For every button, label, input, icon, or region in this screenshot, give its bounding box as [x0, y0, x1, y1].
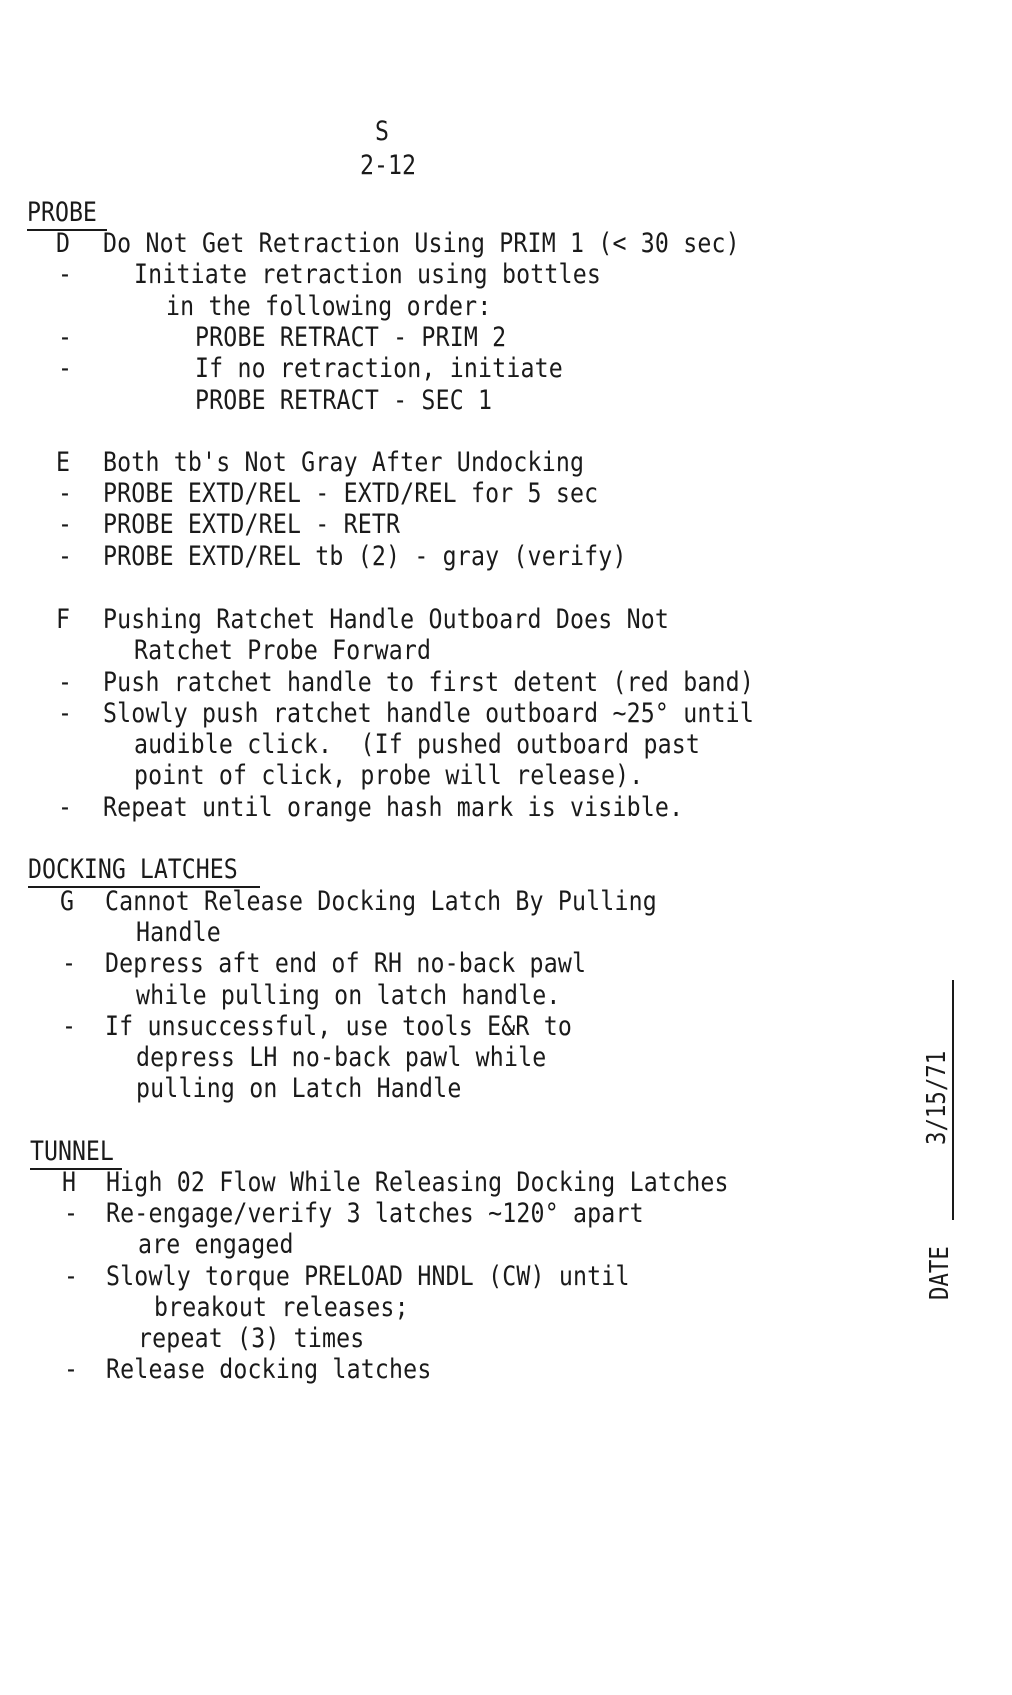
item-e-line-1: PROBE EXTD/REL - EXTD/REL for 5 sec	[103, 478, 599, 509]
section-letter: S	[375, 116, 389, 147]
item-f-bullet-1: -	[58, 667, 73, 698]
item-f-line-2: Slowly push ratchet handle outboard ~25° until	[103, 698, 754, 729]
page-number: 2-12	[360, 150, 416, 181]
item-g-line-2: while pulling on latch handle.	[136, 980, 561, 1011]
item-f-line-5: Repeat until orange hash mark is visible.	[103, 792, 684, 823]
item-d-letter: D	[56, 228, 71, 259]
item-f-bullet-2: -	[58, 698, 73, 729]
docking-latches-heading: DOCKING LATCHES	[28, 854, 238, 885]
item-h-line-2: are engaged	[138, 1229, 294, 1260]
item-e-bullet-1: -	[58, 478, 73, 509]
item-g-line-3: If unsuccessful, use tools E&R to	[105, 1011, 573, 1042]
item-e-letter: E	[56, 447, 71, 478]
item-d-bullet-3: -	[58, 322, 73, 353]
item-d-title: Do Not Get Retraction Using PRIM 1 (< 30 sec)	[103, 228, 740, 259]
date-label: DATE	[925, 1246, 955, 1300]
item-h-line-6: Release docking latches	[106, 1354, 432, 1385]
item-e-line-3: PROBE EXTD/REL tb (2) - gray (verify)	[103, 541, 627, 572]
item-d-line-1: Initiate retraction using bottles	[134, 259, 602, 290]
item-h-bullet-1: -	[64, 1198, 79, 1229]
item-h-bullet-6: -	[64, 1354, 79, 1385]
item-e-bullet-2: -	[58, 509, 73, 540]
item-g-title-cont: Handle	[136, 917, 221, 948]
item-g-bullet-3: -	[62, 1011, 77, 1042]
date-stamp	[920, 870, 960, 1300]
item-g-line-4: depress LH no-back pawl while	[136, 1042, 547, 1073]
item-h-bullet-3: -	[64, 1261, 79, 1292]
item-d-line-4: If no retraction, initiate	[195, 353, 563, 384]
item-e-line-2: PROBE EXTD/REL - RETR	[103, 509, 401, 540]
tunnel-heading: TUNNEL	[30, 1136, 114, 1167]
item-h-line-3: Slowly torque PRELOAD HNDL (CW) until	[106, 1261, 630, 1292]
item-g-line-5: pulling on Latch Handle	[136, 1073, 462, 1104]
date-underline	[952, 980, 954, 1220]
item-g-line-1: Depress aft end of RH no-back pawl	[105, 948, 587, 979]
item-h-title: High 02 Flow While Releasing Docking Latches	[106, 1167, 729, 1198]
item-h-line-4: breakout releases;	[154, 1292, 409, 1323]
item-h-line-5: repeat (3) times	[138, 1323, 365, 1354]
item-f-bullet-5: -	[58, 792, 73, 823]
item-d-bullet-1: -	[58, 259, 73, 290]
date-value: 3/15/71	[922, 1050, 952, 1145]
item-f-line-3: audible click. (If pushed outboard past	[134, 729, 701, 760]
item-d-line-3: PROBE RETRACT - PRIM 2	[195, 322, 507, 353]
item-d-line-5: PROBE RETRACT - SEC 1	[195, 385, 493, 416]
item-h-line-1: Re-engage/verify 3 latches ~120° apart	[106, 1198, 644, 1229]
item-e-bullet-3: -	[58, 541, 73, 572]
item-g-title: Cannot Release Docking Latch By Pulling	[105, 886, 657, 917]
item-h-letter: H	[62, 1167, 77, 1198]
item-d-line-2: in the following order:	[166, 291, 492, 322]
item-g-letter: G	[60, 886, 75, 917]
item-f-title-cont: Ratchet Probe Forward	[134, 635, 432, 666]
item-d-bullet-4: -	[58, 353, 73, 384]
item-f-letter: F	[56, 604, 71, 635]
item-f-line-4: point of click, probe will release).	[134, 760, 644, 791]
item-g-bullet-1: -	[62, 948, 77, 979]
item-f-title: Pushing Ratchet Handle Outboard Does Not	[103, 604, 670, 635]
item-e-title: Both tb's Not Gray After Undocking	[103, 447, 585, 478]
item-f-line-1: Push ratchet handle to first detent (red band)	[103, 667, 754, 698]
probe-heading: PROBE	[27, 197, 97, 228]
